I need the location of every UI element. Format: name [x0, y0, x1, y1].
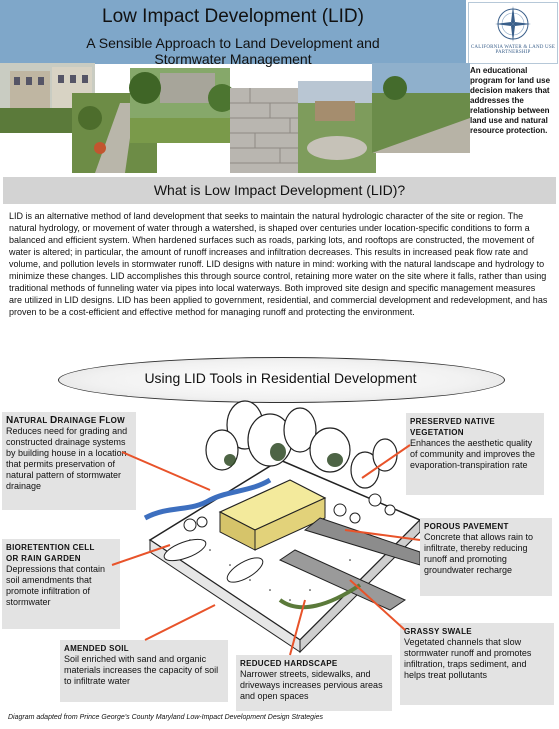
subtitle-line-2: Stormwater Management	[154, 51, 312, 67]
photo-residential	[298, 81, 376, 173]
photo-waterfront	[372, 63, 470, 153]
callout-preserved-vegetation-body: Enhances the aesthetic quality of community and improves the evaporation-transpiration rate	[410, 438, 536, 470]
callout-grassy-swale-body: Vegetated channels that slow stormwater runoff and promotes infiltration, traps sediment, and helps treat pollutants	[404, 637, 532, 680]
partnership-logo	[468, 2, 558, 64]
photo-building-trees	[129, 68, 236, 143]
callout-preserved-vegetation	[406, 413, 544, 495]
section-title: What is Low Impact Development (LID)?	[153, 182, 406, 198]
callout-porous-pavement-body: Concrete that allows rain to infiltrate, thereby reducing runoff and promoting groundwater recharge	[424, 532, 534, 575]
subtitle-line-1: A Sensible Approach to Land Development and	[86, 35, 380, 51]
program-description: An educational program for land use decision makers that addresses the relationship between land use and natural resource protection.	[470, 66, 551, 135]
callout-preserved-vegetation-title-2: VEGETATION	[410, 428, 464, 437]
logo-text: CALIFORNIA WATER & LAND USE PARTNERSHIP	[470, 45, 556, 55]
callout-reduced-hardscape-body: Narrower streets, sidewalks, and driveways increases pervious areas and open spaces	[240, 669, 383, 701]
callout-natural-drainage-title: NATURAL DRAINAGE FLOW	[6, 415, 126, 426]
callout-amended-soil-title: AMENDED SOIL	[64, 644, 129, 653]
callout-amended-soil	[60, 640, 228, 702]
callout-reduced-hardscape	[236, 655, 392, 711]
callout-grassy-swale-title: GRASSY SWALE	[404, 627, 472, 636]
tools-heading: Using LID Tools in Residential Development	[144, 370, 417, 386]
callout-natural-drainage-body: Reduces need for grading and constructed drainage systems by building house in a location that permits preservation of natural pattern of stormwater drainage	[6, 426, 128, 491]
callout-bioretention-title-1: BIORETENTION CELL	[6, 543, 95, 552]
callout-amended-soil-body: Soil enriched with sand and organic materials increases the capacity of soil to infiltrate water	[64, 654, 219, 686]
callout-preserved-vegetation-title-1: PRESERVED NATIVE	[410, 417, 495, 426]
compass-rose-icon	[469, 3, 557, 47]
callout-natural-drainage	[2, 412, 136, 510]
lid-site-diagram	[130, 400, 430, 670]
callout-porous-pavement	[420, 518, 552, 596]
intro-paragraph: LID is an alternative method of land development that seeks to maintain the natural hydrologic character of the site or region. The natural hydrology, or movement of water through a watershed, is shaped over centuries under location-specific conditions to form a balanced and efficient system. When hardened surfaces such as roads, parking lots, and rooftops are constructed, the movement of water is altered; in particular, the amount of runoff increases and infiltration decreases. This results in increased peak flow rate and volume, and pollution levels in stormwater runoff. LID designs with nature in mind: working with the natural landscape and hydrology to minimize these changes. LID accomplishes this through source control, retaining more water on the site where it falls, rather than using traditional methods of funneling water via pipes into local waterways. Both improved site design and specific management measures are utilized in LID designs. LID has been applied to government, residential, and commercial development and redevelopment, and has proven to be a cost-efficient and effective method for managing runoff and protecting the environment.	[9, 211, 548, 317]
page-title: Low Impact Development (LID)	[102, 6, 364, 27]
callout-reduced-hardscape-title: REDUCED HARDSCAPE	[240, 659, 338, 668]
photo-collage	[0, 63, 470, 173]
callout-grassy-swale	[400, 623, 554, 705]
callout-bioretention-body: Depressions that contain soil amendments that promote infiltration of stormwater	[6, 564, 106, 607]
callout-porous-pavement-title: POROUS PAVEMENT	[424, 522, 509, 531]
callout-bioretention-title-2: OR RAIN GARDEN	[6, 554, 81, 563]
callout-bioretention	[2, 539, 120, 629]
diagram-footnote: Diagram adapted from Prince George’s County Maryland Low-Impact Development Design Strategies	[8, 714, 324, 721]
